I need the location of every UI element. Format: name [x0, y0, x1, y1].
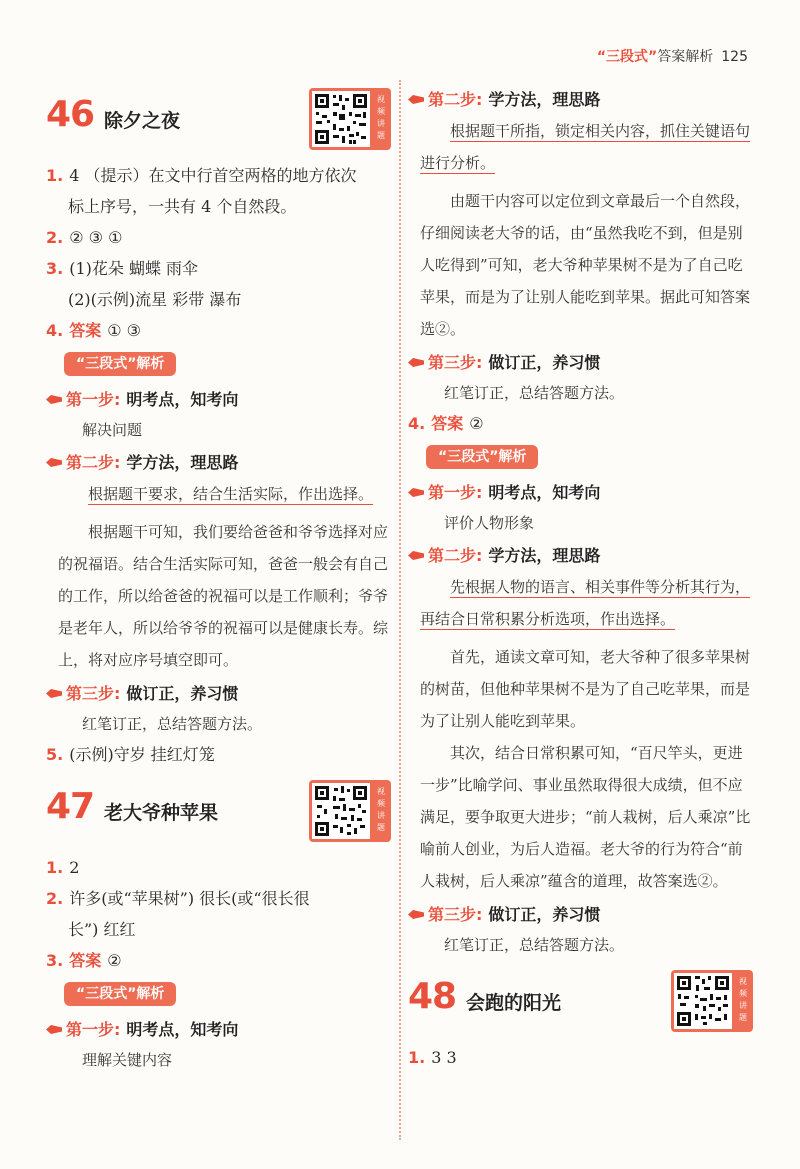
pen-icon	[408, 95, 424, 104]
item-number: 4.	[408, 414, 426, 433]
svg-text:视: 视	[377, 787, 385, 796]
item-number: 2.	[46, 228, 64, 247]
step-2-analysis: 由题干内容可以定位到文章最后一个自然段，仔细阅读老大爷的话，由“虽然我吃不到，但是别人吃得到”可知，老大爷种苹果树不是为了自己吃苹果，而是为了让别人能吃到苹果。据此可知答案选②。	[420, 192, 751, 338]
svg-text:视: 视	[739, 977, 747, 986]
step-name: 第三步:	[66, 684, 121, 703]
answer-text: (1)花朵 蝴蝶 雨伞	[69, 259, 199, 278]
answer-text: (示例)守岁 挂红灯笼	[69, 745, 215, 764]
answer-2-cont: 长”) 红红	[68, 920, 136, 939]
pen-icon	[46, 689, 62, 698]
lesson-title: 除夕之夜	[104, 110, 181, 132]
pen-icon	[46, 1025, 62, 1034]
left-column	[46, 82, 391, 1075]
page-header	[597, 46, 748, 66]
step-name: 第一步:	[66, 390, 121, 409]
answer-2	[46, 222, 391, 253]
step-text: 做订正，养习惯	[488, 905, 601, 924]
answer-text: 4 （提示）在文中行首空两格的地方依次	[69, 166, 357, 185]
svg-text:视: 视	[377, 95, 385, 104]
answer-1	[46, 852, 391, 883]
answer-text: ②	[469, 414, 484, 433]
step-3-body: 红笔订正，总结答题方法。	[444, 936, 625, 954]
analysis-badge: “三段式”解析	[426, 445, 538, 469]
item-number: 3.	[46, 259, 64, 278]
header-title: 答案解析	[657, 49, 714, 65]
underlined-method: 根据题干所指，锁定相关内容，抓住关键语句进行分析。	[420, 122, 751, 172]
answer-4	[46, 315, 391, 346]
analysis-badge: “三段式”解析	[64, 982, 176, 1006]
step-text: 明考点，知考向	[126, 1020, 239, 1039]
lesson-number: 48	[408, 976, 457, 1017]
step-1	[408, 477, 753, 508]
step-text: 做订正，养习惯	[488, 353, 601, 372]
svg-text:频: 频	[739, 989, 747, 998]
step-2	[408, 540, 753, 571]
step-1-body: 评价人物形象	[444, 514, 535, 532]
step-text: 学方法，理思路	[126, 453, 239, 472]
step-text: 明考点，知考向	[126, 390, 239, 409]
answer-text: 2	[69, 858, 80, 877]
underlined-method: 根据题干要求，结合生活实际，作出选择。	[88, 485, 374, 503]
svg-text:讲: 讲	[739, 1001, 747, 1010]
step-1	[46, 1014, 391, 1045]
step-text: 做订正，养习惯	[126, 684, 239, 703]
answer-text: ① ③	[107, 321, 142, 340]
answer-text: 许多(或“苹果树”) 很长(或“很长很	[69, 889, 310, 908]
header-tag: “三段式”	[596, 49, 658, 65]
svg-text:频: 频	[377, 107, 385, 116]
pen-icon	[46, 458, 62, 467]
answer-label: 答案	[431, 414, 464, 433]
step-name: 第三步:	[428, 905, 483, 924]
answer-2	[46, 883, 391, 914]
item-number: 1.	[408, 1048, 426, 1067]
step-2-analysis: 根据题干可知，我们要给爸爸和爷爷选择对应的祝福语。结合生活实际可知，爸爸一般会有自己的工作，所以给爸爸的祝福可以是工作顺利；爷爷是老年人，所以给爷爷的祝福可以是健康长寿。综上，将对应序号填空即可。	[58, 523, 389, 669]
step-2-method	[408, 115, 753, 179]
answer-4	[408, 408, 753, 439]
item-number: 3.	[46, 951, 64, 970]
underlined-method: 先根据人物的语言、相关事件等分析其行为，再结合日常积累分析选项，作出选择。	[420, 578, 751, 628]
step-text: 明考点，知考向	[488, 483, 601, 502]
pen-icon	[408, 358, 424, 367]
pen-icon	[408, 910, 424, 919]
step-3	[46, 678, 391, 709]
svg-text:题: 题	[739, 1013, 747, 1022]
qr-code-video[interactable]	[671, 970, 753, 1032]
step-name: 第三步:	[428, 353, 483, 372]
answer-label: 答案	[69, 321, 102, 340]
step-text: 学方法，理思路	[488, 90, 601, 109]
lesson-47-header	[46, 774, 391, 852]
svg-text:题: 题	[377, 823, 385, 832]
lesson-48-header	[408, 964, 753, 1042]
pen-icon	[46, 395, 62, 404]
step-2-method	[46, 478, 391, 510]
item-number: 5.	[46, 745, 64, 764]
step-text: 学方法，理思路	[488, 546, 601, 565]
step-3	[408, 347, 753, 378]
page-number: 125	[721, 49, 748, 65]
answer-1	[408, 1042, 753, 1073]
step-2	[408, 84, 753, 115]
step-3-body: 红笔订正，总结答题方法。	[444, 384, 625, 402]
step-3	[408, 899, 753, 930]
step-2-method	[408, 571, 753, 635]
step-2	[46, 447, 391, 478]
svg-text:频: 频	[377, 799, 385, 808]
column-divider	[399, 80, 401, 1140]
analysis-badge: “三段式”解析	[64, 352, 176, 376]
lesson-title: 老大爷种苹果	[104, 802, 219, 824]
answer-1	[46, 160, 391, 191]
answer-text: ② ③ ①	[69, 228, 123, 247]
item-number: 2.	[46, 889, 64, 908]
item-number: 1.	[46, 858, 64, 877]
answer-3	[46, 945, 391, 976]
step-3-body: 红笔订正，总结答题方法。	[82, 715, 263, 733]
answer-text: 3 3	[431, 1048, 457, 1067]
qr-code-video[interactable]	[309, 88, 391, 150]
step-name: 第一步:	[428, 483, 483, 502]
answer-label: 答案	[69, 951, 102, 970]
step-name: 第二步:	[428, 90, 483, 109]
svg-text:题: 题	[377, 131, 385, 140]
lesson-46-header	[46, 82, 391, 160]
answer-1-cont: 标上序号，一共有 4 个自然段。	[68, 197, 297, 216]
lesson-number: 47	[46, 786, 95, 827]
pen-icon	[408, 551, 424, 560]
step-2-analysis-2: 其次，结合日常积累可知，“百尺竿头，更进一步”比喻学问、事业虽然取得很大成绩，但不应满足，要争取更大进步；“前人栽树，后人乘凉”比喻前人创业，为后人造福。老大爷的行为符合“前人栽树，后人乘凉”蕴含的道理，故答案选②。	[420, 744, 751, 890]
svg-text:讲: 讲	[377, 119, 385, 128]
right-column	[408, 82, 753, 1073]
lesson-number: 46	[46, 94, 95, 135]
step-2-analysis-1: 首先，通读文章可知，老大爷种了很多苹果树的树苗，但他种苹果树不是为了自己吃苹果，而是为了让别人能吃到苹果。	[420, 648, 751, 730]
step-name: 第二步:	[66, 453, 121, 472]
step-name: 第一步:	[66, 1020, 121, 1039]
pen-icon	[408, 488, 424, 497]
step-1	[46, 384, 391, 415]
answer-5	[46, 739, 391, 770]
step-name: 第二步:	[428, 546, 483, 565]
item-number: 4.	[46, 321, 64, 340]
svg-text:讲: 讲	[377, 811, 385, 820]
lesson-title: 会跑的阳光	[466, 992, 562, 1014]
answer-3	[46, 253, 391, 284]
answer-text: ②	[107, 951, 122, 970]
step-1-body: 解决问题	[82, 421, 143, 439]
qr-code-video[interactable]	[309, 780, 391, 842]
item-number: 1.	[46, 166, 64, 185]
step-1-body: 理解关键内容	[82, 1051, 173, 1069]
answer-3-line2: (2)(示例)流星 彩带 瀑布	[68, 290, 242, 309]
